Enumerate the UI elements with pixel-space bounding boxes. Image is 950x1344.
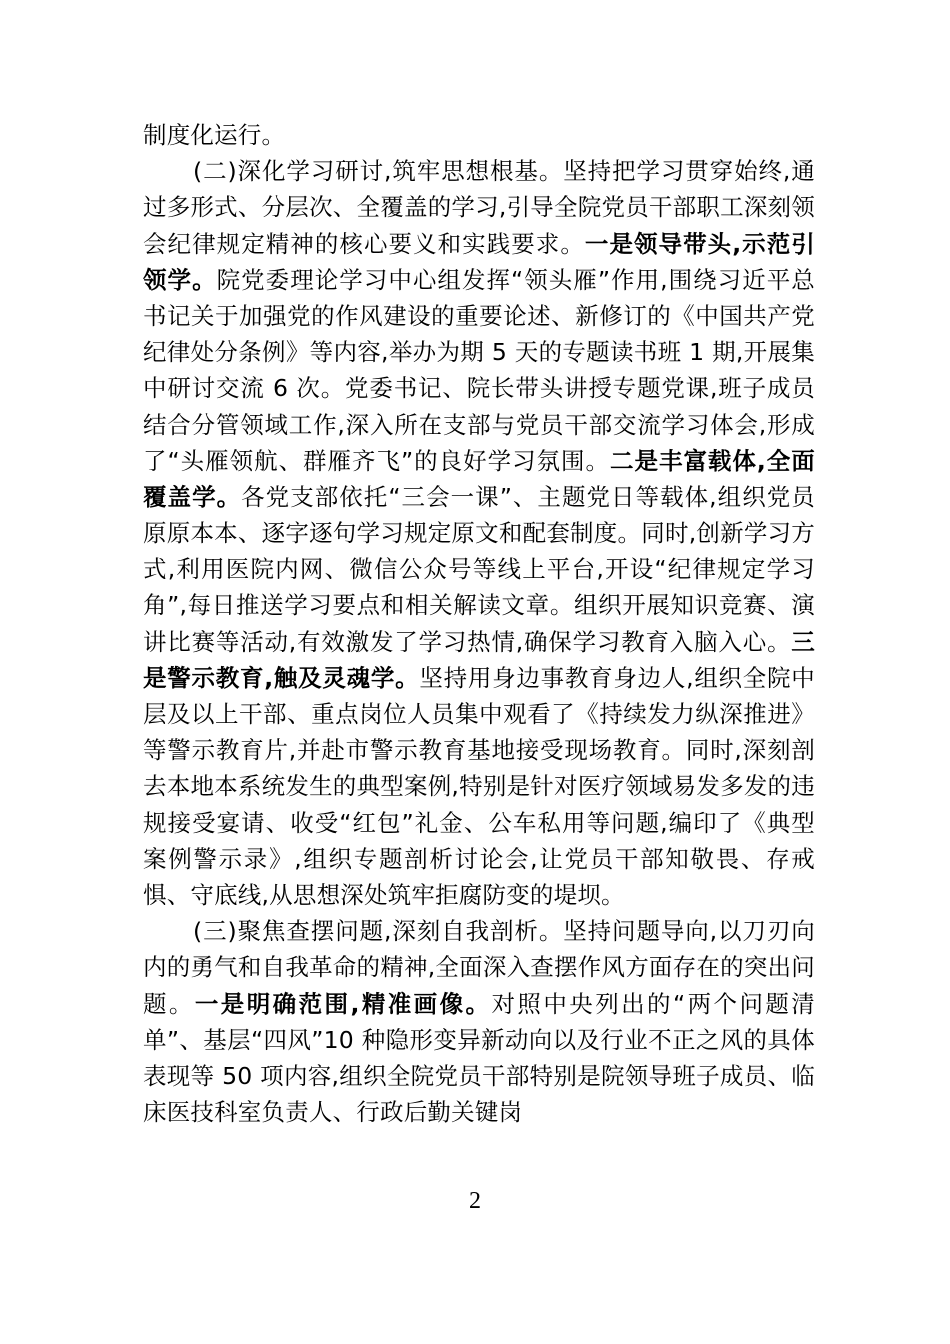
paragraph-2 xyxy=(143,153,815,913)
paragraph-2-run-3: 院党委理论学习中心组发挥“领头雁”作用,围绕习近平总书记关于加强党的作风建设的重要论述、新修订的《中国共产党纪律处分条例》等内容,举办为期 5 天的专题读书班 1 期,开展集中研讨交流 6 次。党委书记、院长带头讲授专题党课,班子成员结合分管领域工作,深入所在支部与党员干部交流学习体会,形成了“头雁领航、群雁齐飞”的良好学习氛围。 xyxy=(143,265,815,475)
paragraph-2-run-7: 坚持用身边事教育身边人,组织全院中层及以上干部、重点岗位人员集中观看了《持续发力纵深推进》等警示教育片,并赴市警示教育基地接受现场教育。同时,深刻剖去本地本系统发生的典型案例,特别是针对医疗领域易发多发的违规接受宴请、收受“红包”礼金、公车私用等问题,编印了《典型案例警示录》,组织专题剖析讨论会,让党员干部知敬畏、存戒惧、守底线,从思想深处筑牢拒腐防变的堤坝。 xyxy=(143,663,816,909)
paragraph-2-heading-3: 三是警示教育,触及灵魂学。 xyxy=(143,627,815,692)
paragraph-1 xyxy=(143,117,815,153)
paragraph-2-heading-2: 二是丰富载体,全面覆盖学。 xyxy=(143,446,815,511)
paragraph-1-run-1: 制度化运行。 xyxy=(143,121,286,149)
paragraph-3-run-1: (三)聚焦查摆问题,深刻自我剖析。坚持问题导向,以刀刃向内的勇气和自我革命的精神,全面深入查摆作风方面存在的突出问题。 xyxy=(143,917,815,1018)
paragraph-2-heading-1: 一是领导带头,示范引领学。 xyxy=(143,229,815,294)
paragraph-3-heading-1: 一是明确范围,精准画像。 xyxy=(194,989,492,1018)
paragraph-2-run-1: (二)深化学习研讨,筑牢思想根基。坚持把学习贯穿始终,通过多形式、分层次、全覆盖的学习,引导全院党员干部职工深刻领会纪律规定精神的核心要义和实践要求。 xyxy=(143,157,815,258)
document-body xyxy=(143,117,815,1130)
paragraph-3 xyxy=(143,913,815,1130)
paragraph-3-run-3: 对照中央列出的“两个问题清单”、基层“四风”10 种隐形变异新动向以及行业不正之风的具体表现等 50 项内容,组织全院党员干部特别是院领导班子成员、临床医技科室负责人、行政后勤关键岗 xyxy=(143,989,816,1127)
page-number: 2 xyxy=(469,1188,481,1214)
paragraph-2-run-5: 各党支部依托“三会一课”、主题党日等载体,组织党员原原本本、逐字逐句学习规定原文和配套制度。同时,创新学习方式,利用医院内网、微信公众号等线上平台,开设“纪律规定学习角”,每日推送学习要点和相关解读文章。组织开展知识竞赛、演讲比赛等活动,有效激发了学习热情,确保学习教育入脑入心。 xyxy=(143,482,815,656)
